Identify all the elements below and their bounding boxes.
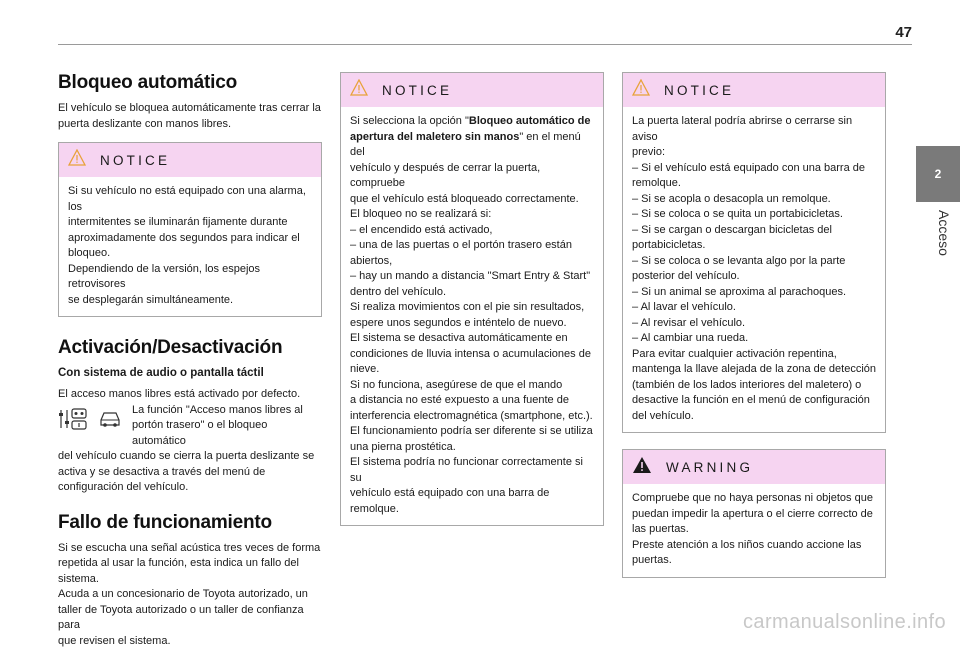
paragraph-activation-rest	[58, 449, 322, 496]
text-line: El sistema podría no funcionar correctamente si su	[350, 455, 594, 486]
text-line: vehículo está equipado con una barra de remolque.	[350, 486, 594, 517]
text-line: Si no funciona, asegúrese de que el mando	[350, 378, 594, 394]
text-line: interferencia electromagnética (smartphone, etc.).	[350, 409, 594, 425]
text-line: La puerta lateral podría abrirse o cerrarse sin aviso	[632, 114, 876, 145]
text-line: – Al cambiar una rueda.	[632, 331, 876, 347]
notice-box-2	[340, 72, 604, 526]
text-line: Para evitar cualquier activación repentina,	[632, 347, 876, 363]
text-line: – hay un mando a distancia "Smart Entry & Start"	[350, 269, 594, 285]
text-run: " en el menú del	[350, 131, 581, 159]
paragraph-fallo	[58, 541, 322, 649]
column-right	[622, 72, 886, 578]
text-line: dentro del vehículo.	[350, 285, 594, 301]
text-line: desactive la función en el menú de configuración	[632, 393, 876, 409]
chapter-label: Acceso	[936, 210, 952, 256]
notice-body	[341, 107, 603, 525]
text-line: El sistema se desactiva automáticamente en	[350, 331, 594, 347]
text-line: del vehículo.	[632, 409, 876, 425]
text-line	[350, 130, 594, 161]
text-line: intermitentes se iluminarán fijamente durante	[68, 215, 312, 231]
text-line: – Si un animal se aproxima al parachoques.	[632, 285, 876, 301]
warning-box	[622, 449, 886, 578]
heading-activacion: Activación/Desactivación	[58, 337, 322, 359]
icon-paragraph-text	[132, 403, 322, 450]
text-line: El funcionamiento podría ser diferente si se utiliza	[350, 424, 594, 440]
text-line: sistema.	[58, 572, 322, 588]
text-line: Acuda a un concesionario de Toyota autorizado, un	[58, 587, 322, 603]
watermark: carmanualsonline.info	[743, 611, 946, 634]
warning-triangle-icon	[632, 456, 652, 479]
text-line: portabicicletas.	[632, 238, 876, 254]
text-line: El vehículo se bloquea automáticamente tras cerrar la	[58, 101, 322, 117]
text-line: que revisen el sistema.	[58, 634, 322, 649]
heading-bloqueo-automatico: Bloqueo automático	[58, 72, 322, 94]
text-line: Preste atención a los niños cuando accione las	[632, 538, 876, 554]
text-line: La función "Acceso manos libres al	[132, 403, 322, 419]
notice-box-1	[58, 142, 322, 317]
text-line: puerta deslizante con manos libres.	[58, 117, 322, 133]
text-line: posterior del vehículo.	[632, 269, 876, 285]
text-line: repetida al usar la función, esta indica un fallo del	[58, 556, 322, 572]
text-line: configuración del vehículo.	[58, 480, 322, 496]
icon-paragraph	[58, 403, 322, 450]
notice-header	[341, 73, 603, 107]
text-line: – Si se cargan o descargan bicicletas del	[632, 223, 876, 239]
text-line: previo:	[632, 145, 876, 161]
bold-option-name: Bloqueo automático de	[469, 115, 591, 127]
notice-title: NOTICE	[664, 83, 734, 98]
car-icon	[98, 408, 122, 430]
notice-box-3	[622, 72, 886, 433]
chapter-tab[interactable]: 2	[916, 146, 960, 202]
text-line: (también de los lados interiores del maletero) o	[632, 378, 876, 394]
warning-body	[623, 484, 885, 577]
text-line: del vehículo cuando se cierra la puerta deslizante se	[58, 449, 322, 465]
text-line: Dependiendo de la versión, los espejos retrovisores	[68, 262, 312, 293]
text-line: condiciones de lluvia intensa o acumulaciones de	[350, 347, 594, 363]
text-line: nieve.	[350, 362, 594, 378]
column-left	[58, 72, 322, 649]
heading-fallo: Fallo de funcionamiento	[58, 512, 322, 534]
text-line: remolque.	[632, 176, 876, 192]
page-number: 47	[895, 24, 912, 41]
vehicle-settings-icon	[58, 406, 90, 432]
notice-header	[623, 73, 885, 107]
text-line: las puertas.	[632, 522, 876, 538]
text-line: El bloqueo no se realizará si:	[350, 207, 594, 223]
text-line: bloqueo.	[68, 246, 312, 262]
text-line: El acceso manos libres está activado por defecto.	[58, 387, 322, 403]
notice-body	[59, 177, 321, 316]
subheading-audio-system: Con sistema de audio o pantalla táctil	[58, 366, 322, 381]
text-line: una pierna prostética.	[350, 440, 594, 456]
text-line: que el vehículo está bloqueado correctamente.	[350, 192, 594, 208]
text-line: aproximadamente dos segundos para indicar el	[68, 231, 312, 247]
text-run: Si selecciona la opción "	[350, 115, 469, 127]
text-line: – Si el vehículo está equipado con una barra de	[632, 161, 876, 177]
text-line: Si se escucha una señal acústica tres veces de forma	[58, 541, 322, 557]
paragraph-activation	[58, 387, 322, 403]
text-line: portón trasero" o el bloqueo automático	[132, 418, 322, 449]
text-line	[350, 114, 594, 130]
text-line: – Si se acopla o desacopla un remolque.	[632, 192, 876, 208]
text-line: – Si se coloca o se levanta algo por la parte	[632, 254, 876, 270]
notice-body	[623, 107, 885, 432]
text-line: abiertos,	[350, 254, 594, 270]
text-line: – Al lavar el vehículo.	[632, 300, 876, 316]
column-middle	[340, 72, 604, 526]
warning-title: WARNING	[666, 460, 753, 475]
text-line: Si su vehículo no está equipado con una alarma, los	[68, 184, 312, 215]
notice-triangle-icon	[350, 79, 368, 101]
text-line: se desplegarán simultáneamente.	[68, 293, 312, 309]
notice-triangle-icon	[632, 79, 650, 101]
text-line: activa y se desactiva a través del menú de	[58, 465, 322, 481]
text-line: a distancia no esté expuesto a una fuente de	[350, 393, 594, 409]
notice-triangle-icon	[68, 149, 86, 171]
text-line: taller de Toyota autorizado o un taller de confianza para	[58, 603, 322, 634]
text-line: – Si se coloca o se quita un portabicicletas.	[632, 207, 876, 223]
text-line: Compruebe que no haya personas ni objetos que	[632, 491, 876, 507]
settings-icons	[58, 406, 126, 432]
notice-title: NOTICE	[382, 83, 452, 98]
warning-header	[623, 450, 885, 484]
paragraph-intro	[58, 101, 322, 132]
text-line: puertas.	[632, 553, 876, 569]
text-line: mantenga la llave alejada de la zona de detección	[632, 362, 876, 378]
text-line: – una de las puertas o el portón trasero están	[350, 238, 594, 254]
header-rule	[58, 44, 912, 45]
text-line: espere unos segundos e inténtelo de nuevo.	[350, 316, 594, 332]
text-line: – Al revisar el vehículo.	[632, 316, 876, 332]
notice-header	[59, 143, 321, 177]
bold-option-name: apertura del maletero sin manos	[350, 131, 519, 143]
text-line: puedan impedir la apertura o el cierre correcto de	[632, 507, 876, 523]
text-line: – el encendido está activado,	[350, 223, 594, 239]
notice-title: NOTICE	[100, 153, 170, 168]
text-line: vehículo y después de cerrar la puerta, compruebe	[350, 161, 594, 192]
text-line: Si realiza movimientos con el pie sin resultados,	[350, 300, 594, 316]
